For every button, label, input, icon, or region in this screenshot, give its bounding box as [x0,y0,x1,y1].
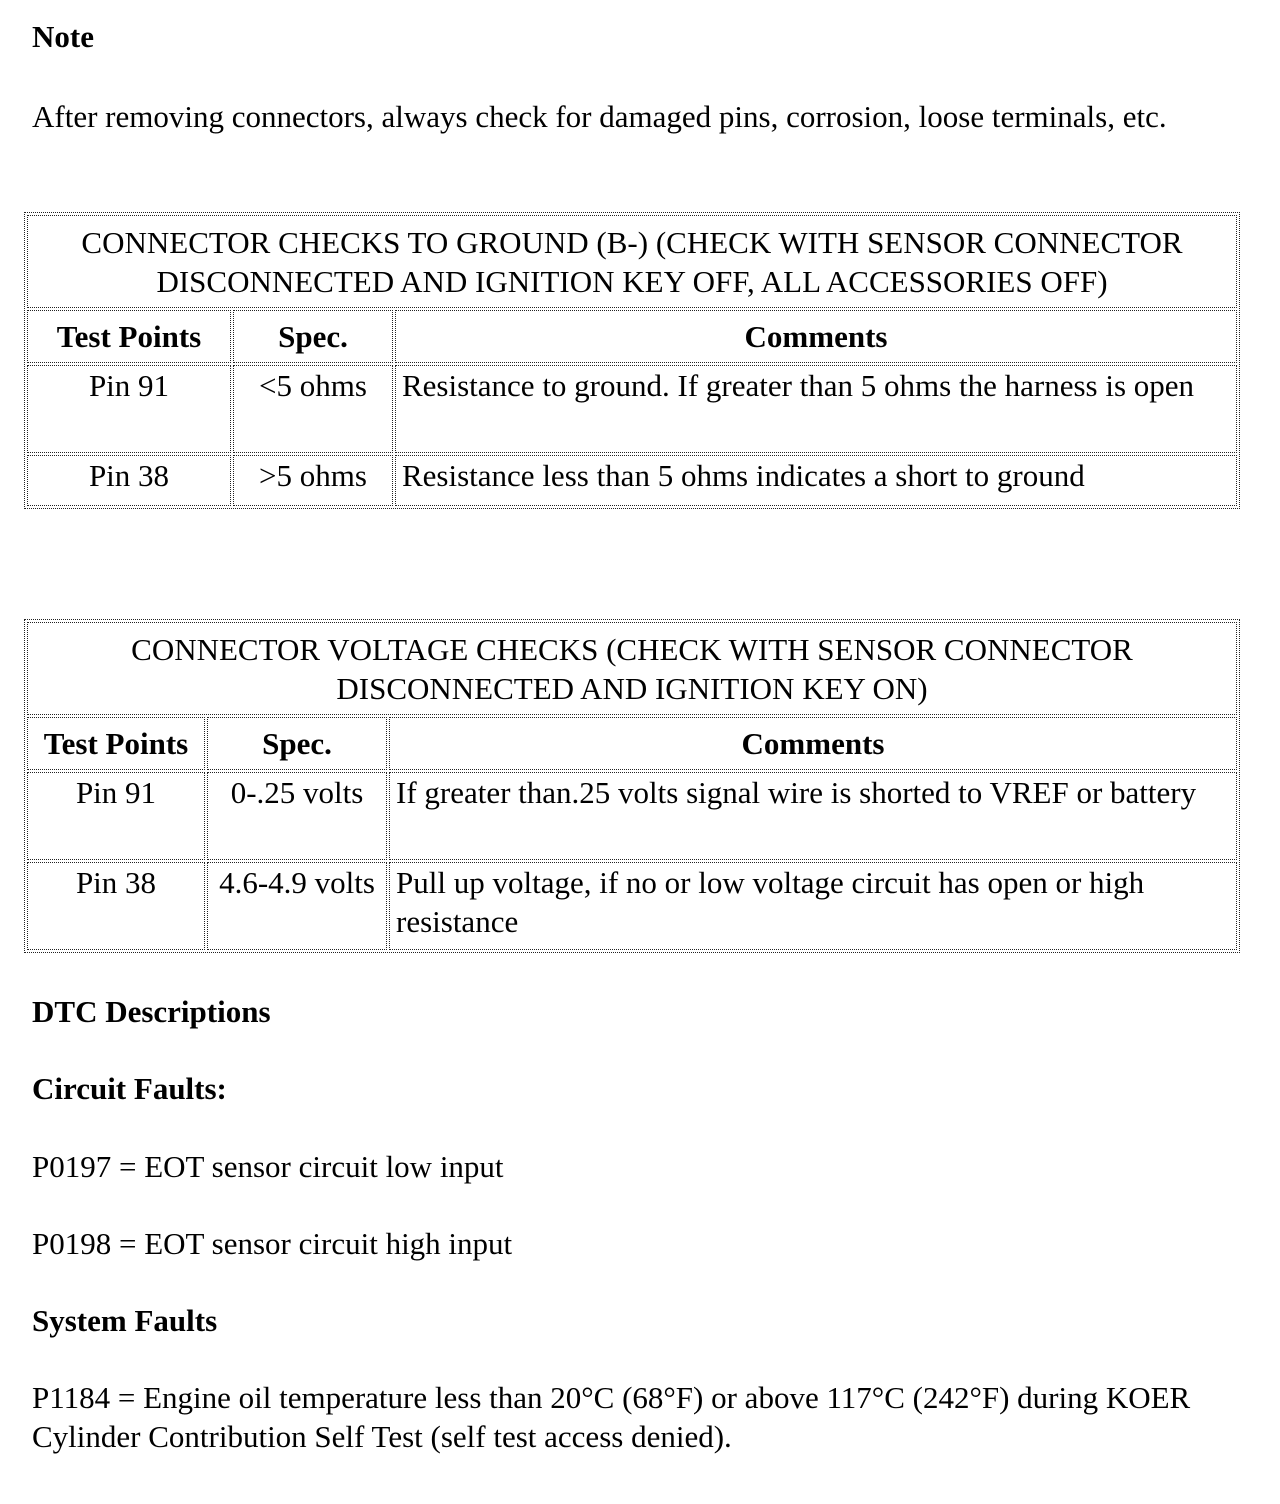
spec-cell: 0-.25 volts [207,772,387,860]
spec-cell: <5 ohms [233,365,393,453]
test-point-cell: Pin 38 [27,862,205,950]
voltage-checks-title: CONNECTOR VOLTAGE CHECKS (CHECK WITH SENSOR CONNECTOR DISCONNECTED AND IGNITION KEY ON) [27,622,1237,715]
note-heading: Note [32,19,94,54]
table-row [27,365,1237,453]
test-point-cell: Pin 38 [27,455,231,506]
test-point-cell: Pin 91 [27,772,205,860]
comment-cell: Resistance to ground. If greater than 5 ohms the harness is open [395,365,1237,453]
comment-cell: If greater than.25 volts signal wire is shorted to VREF or battery [389,772,1237,860]
table-row [27,455,1237,506]
circuit-faults-heading: Circuit Faults: [32,1071,227,1106]
system-faults-heading: System Faults [32,1303,218,1338]
column-header-comments: Comments [395,310,1237,363]
dtc-item: P0198 = EOT sensor circuit high input [32,1226,513,1261]
ground-checks-table [24,212,1240,509]
test-point-cell: Pin 91 [27,365,231,453]
ground-checks-title: CONNECTOR CHECKS TO GROUND (B-) (CHECK WITH SENSOR CONNECTOR DISCONNECTED AND IGNITION KEY OFF, ALL ACCESSORIES OFF) [27,215,1237,308]
dtc-item: P0197 = EOT sensor circuit low input [32,1149,504,1184]
comment-cell: Pull up voltage, if no or low voltage circuit has open or high resistance [389,862,1237,950]
column-header-spec: Spec. [233,310,393,363]
table-row [27,862,1237,950]
dtc-heading: DTC Descriptions [32,994,271,1029]
spec-cell: 4.6-4.9 volts [207,862,387,950]
column-header-test-points: Test Points [27,717,205,770]
column-header-test-points: Test Points [27,310,231,363]
table-row [27,772,1237,860]
column-header-comments: Comments [389,717,1237,770]
dtc-item: P1184 = Engine oil temperature less than 20°C (68°F) or above 117°C (242°F) during KOER Cylinder Contribution Self Test (self test access denied). [32,1380,1191,1454]
comment-cell: Resistance less than 5 ohms indicates a short to ground [395,455,1237,506]
column-header-spec: Spec. [207,717,387,770]
voltage-checks-table [24,619,1240,953]
note-text: After removing connectors, always check for damaged pins, corrosion, loose terminals, etc. [32,99,1167,134]
spec-cell: >5 ohms [233,455,393,506]
